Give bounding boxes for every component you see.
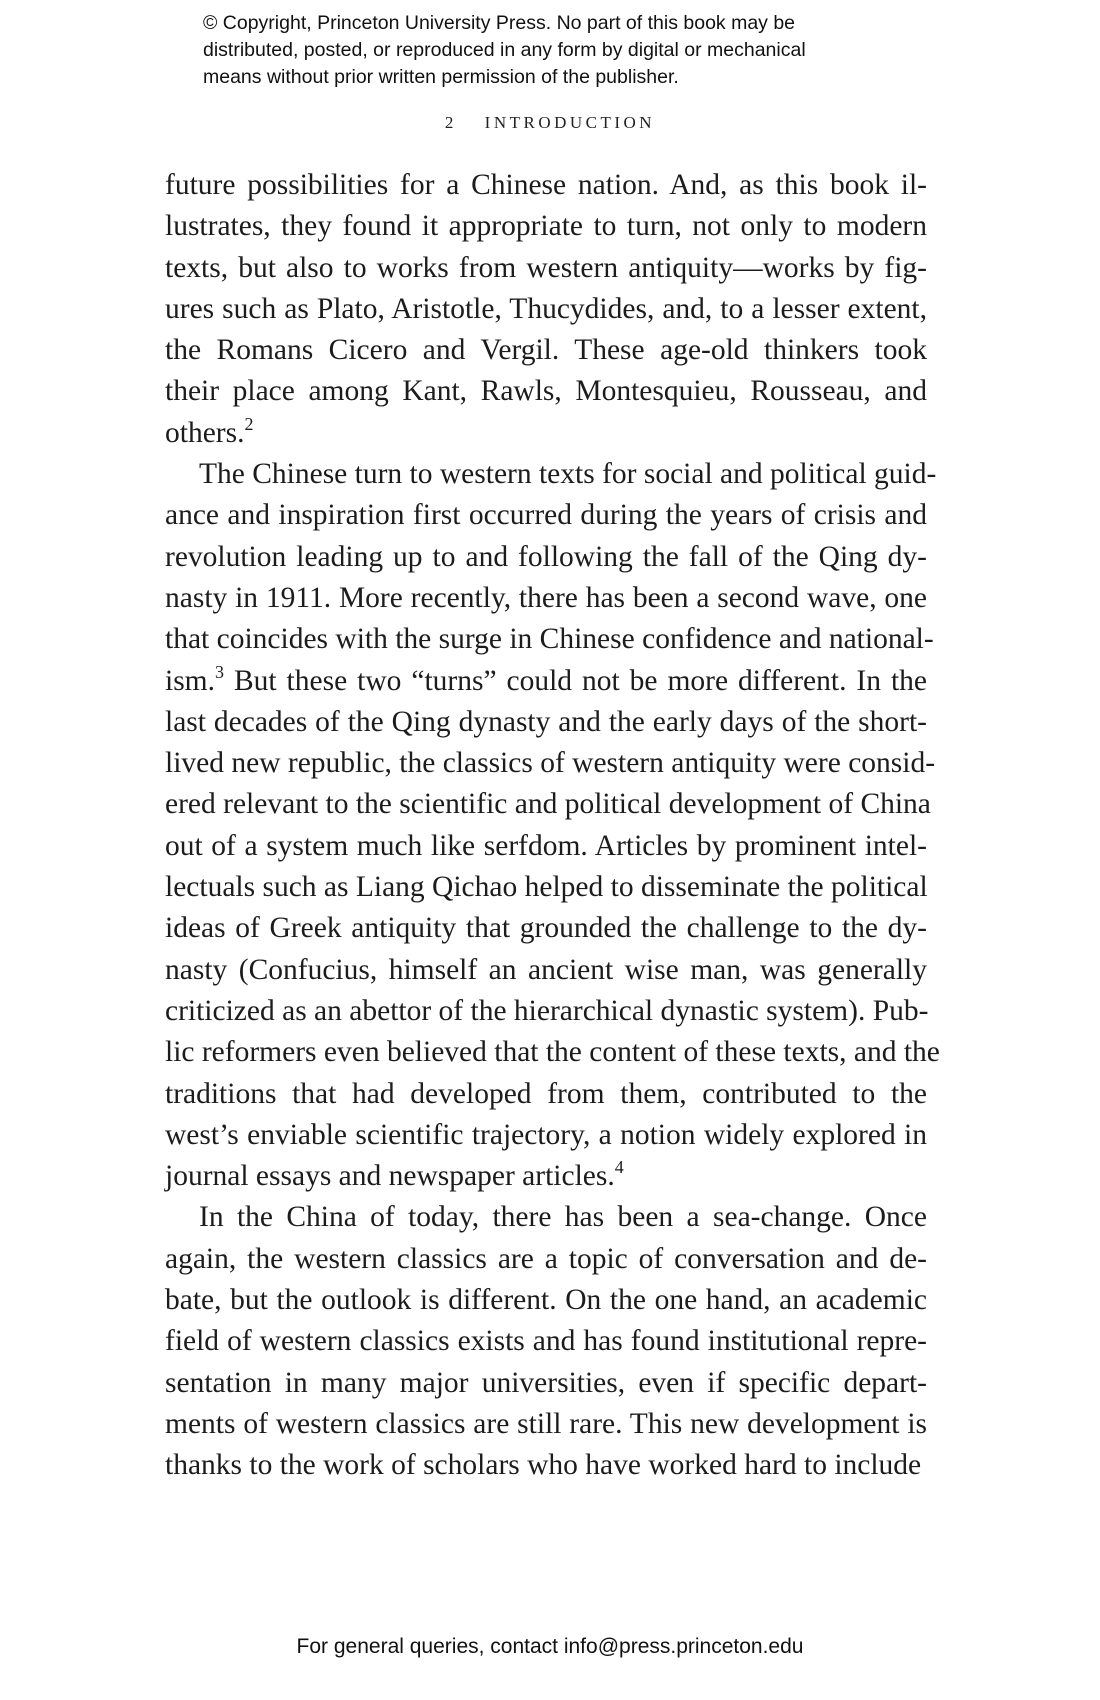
line-text: future possibilities for a Chinese nation. And, as this book il- — [165, 169, 927, 201]
text-line — [165, 206, 927, 247]
text-line — [165, 1239, 927, 1280]
line-text: ures such as Plato, Aristotle, Thucydides, and, to a lesser extent, — [165, 292, 927, 325]
text-line — [165, 1404, 927, 1445]
footer-contact: For general queries, contact info@press.princeton.edu — [296, 1635, 804, 1658]
line-text: west’s enviable scientific trajectory, a notion widely explored in — [165, 1118, 927, 1151]
text-line — [165, 950, 927, 991]
text-line — [165, 248, 927, 289]
line-text: their place among Kant, Rawls, Montesquieu, Rousseau, and — [165, 375, 927, 408]
text-line — [165, 495, 927, 536]
text-line — [165, 1074, 927, 1115]
line-text: ance and inspiration first occurred during the years of crisis and — [165, 499, 927, 532]
line-text: that coincides with the surge in Chinese confidence and national- — [165, 623, 934, 656]
copyright-notice — [203, 10, 903, 91]
text-line — [165, 1363, 927, 1404]
line-text: criticized as an abettor of the hierarchical dynastic system). Pub- — [165, 994, 929, 1027]
line-text: nasty (Confucius, himself an ancient wise man, was generally — [165, 953, 927, 986]
text-line — [165, 289, 927, 330]
line-text: ered relevant to the scientific and political development of China — [165, 788, 931, 821]
text-line — [165, 454, 937, 495]
text-line — [165, 743, 936, 784]
body-text — [165, 165, 940, 1487]
text-line — [165, 661, 927, 702]
line-text: traditions that had developed from them, contributed to the — [165, 1077, 927, 1110]
text-line — [165, 578, 927, 619]
line-text: revolution leading up to and following the fall of the Qing dy- — [165, 540, 927, 573]
text-line — [165, 1445, 927, 1486]
line-text: out of a system much like serfdom. Articles by prominent intel- — [165, 829, 927, 862]
line-text: lived new republic, the classics of western antiquity were consid- — [165, 747, 936, 780]
line-text: ideas of Greek antiquity that grounded the challenge to the dy- — [165, 912, 927, 945]
text-line — [165, 619, 934, 660]
text-line — [165, 1321, 927, 1362]
text-line — [165, 1032, 940, 1073]
line-text: texts, but also to works from western antiquity—works by fig- — [165, 251, 927, 284]
line-text: lectuals such as Liang Qichao helped to disseminate the political — [165, 871, 928, 904]
text-line — [165, 1115, 927, 1156]
line-text: journal essays and newspaper articles. — [165, 1160, 615, 1193]
text-line — [165, 867, 927, 908]
line-text: The Chinese turn to western texts for social and political guid- — [199, 458, 937, 491]
text-line — [165, 371, 927, 412]
line-text: ments of western classics are still rare. This new development is — [165, 1407, 927, 1440]
page-number: 2 — [444, 113, 457, 132]
text-line — [165, 330, 927, 371]
line-text: bate, but the outlook is different. On the one hand, an academic — [165, 1284, 927, 1317]
text-line — [165, 908, 927, 949]
text-line — [165, 991, 927, 1032]
line-text: last decades of the Qing dynasty and the early days of the short- — [165, 705, 927, 738]
footnote-marker: 2 — [244, 413, 254, 434]
text-line — [165, 1197, 927, 1238]
copyright-line: distributed, posted, or reproduced in any form by digital or mechanical — [203, 39, 806, 61]
text-line — [165, 165, 927, 206]
line-text: nasty in 1911. More recently, there has been a second wave, one — [165, 581, 927, 614]
chapter-title: INTRODUCTION — [484, 113, 656, 132]
line-text: In the China of today, there has been a sea-change. Once — [199, 1201, 927, 1234]
line-text: field of western classics exists and has found institutional repre- — [165, 1325, 927, 1358]
copyright-line: © Copyright, Princeton University Press. No part of this book may be — [203, 12, 796, 34]
footnote-marker: 3 — [215, 661, 224, 682]
line-text: lustrates, they found it appropriate to turn, not only to modern — [165, 210, 927, 243]
line-text: sentation in many major universities, even if specific depart- — [165, 1366, 927, 1399]
line-text-continued: But these two “turns” could not be more different. In the — [224, 664, 927, 697]
line-text: others. — [165, 416, 245, 449]
copyright-line: means without prior written permission of the publisher. — [203, 66, 679, 88]
line-text: lic reformers even believed that the content of these texts, and the — [165, 1036, 940, 1069]
text-line — [165, 537, 927, 578]
line-text: the Romans Cicero and Vergil. These age-old thinkers took — [165, 334, 927, 367]
text-line — [165, 1156, 927, 1197]
footnote-marker: 4 — [614, 1157, 624, 1178]
line-text: ism. — [165, 664, 215, 697]
text-line — [165, 702, 927, 743]
text-line — [165, 826, 927, 867]
line-text: thanks to the work of scholars who have worked hard to include — [165, 1449, 922, 1482]
text-line — [165, 784, 931, 825]
text-line — [165, 413, 927, 454]
running-head — [0, 113, 1100, 133]
line-text: again, the western classics are a topic of conversation and de- — [165, 1242, 927, 1275]
text-line — [165, 1280, 927, 1321]
